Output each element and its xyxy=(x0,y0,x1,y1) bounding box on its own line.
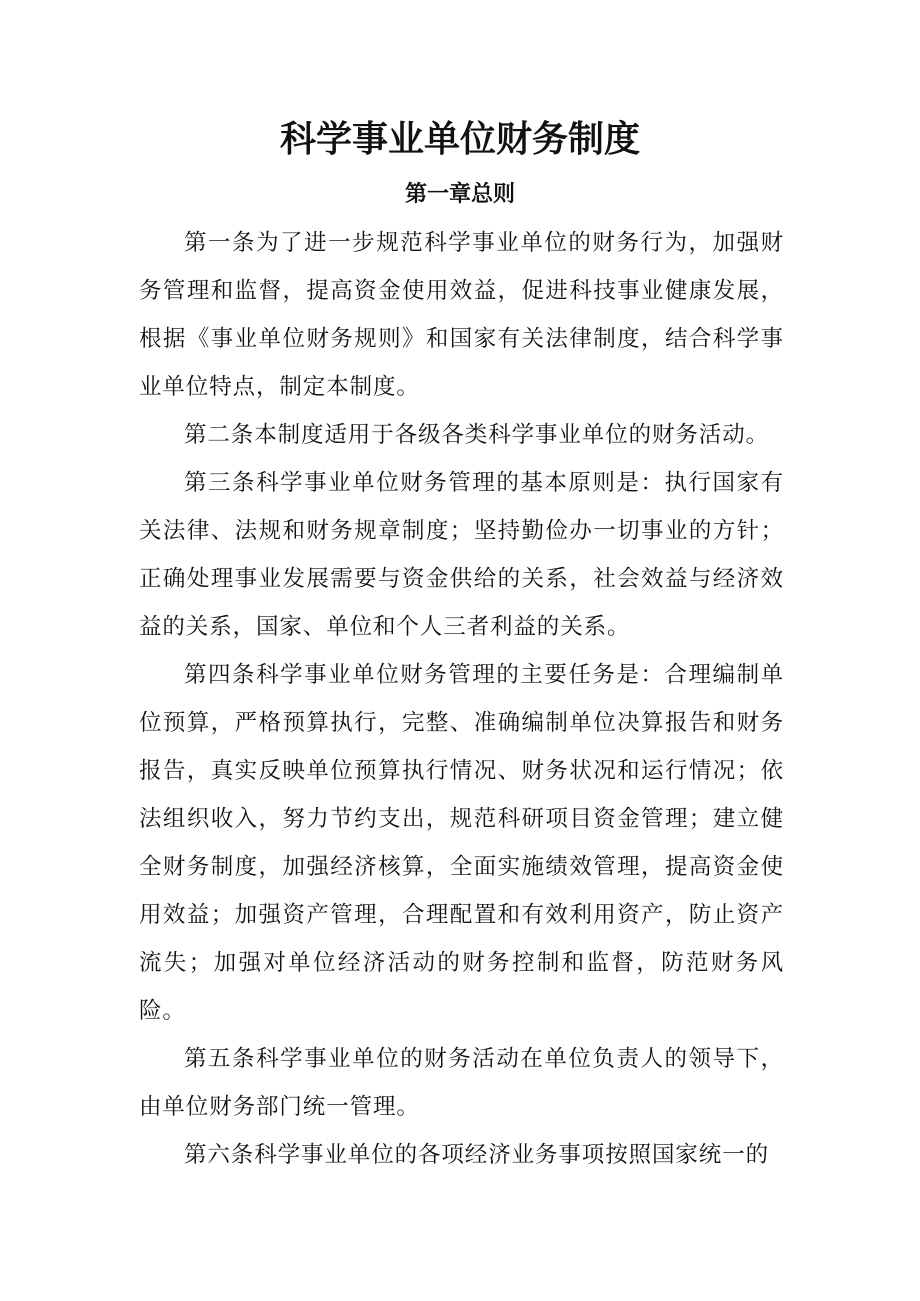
article-5 xyxy=(139,1035,784,1131)
article-text: 科学事业单位财务管理的主要任务是：合理编制单位预算，严格预算执行，完整、准确编制单位决算报告和财务报告，真实反映单位预算执行情况、财务状况和运行情况；依法组织收入，努力节约支出，规范科研项目资金管理；建立健全财务制度，加强经济核算，全面实施绩效管理，提高资金使用效益；加强资产管理，合理配置和有效利用资产，防止资产流失；加强对单位经济活动的财务控制和监督，防范财务风险。 xyxy=(139,662,784,1024)
article-label: 第一条 xyxy=(184,230,257,256)
document-body xyxy=(139,219,784,1179)
article-label: 第三条 xyxy=(184,470,257,496)
article-text: 科学事业单位财务管理的基本原则是：执行国家有关法律、法规和财务规章制度；坚持勤俭办一切事业的方针；正确处理事业发展需要与资金供给的关系，社会效益与经济效益的关系，国家、单位和个人三者利益的关系。 xyxy=(139,470,784,640)
article-text: 科学事业单位的财务活动在单位负责人的领导下，由单位财务部门统一管理。 xyxy=(139,1046,784,1120)
article-label: 第四条 xyxy=(184,662,257,688)
article-2 xyxy=(139,411,784,459)
article-3 xyxy=(139,459,784,651)
article-label: 第五条 xyxy=(184,1046,257,1072)
article-text: 为了进一步规范科学事业单位的财务行为，加强财务管理和监督，提高资金使用效益，促进科技事业健康发展，根据《事业单位财务规则》和国家有关法律制度，结合科学事业单位特点，制定本制度。 xyxy=(139,230,784,400)
article-text: 科学事业单位的各项经济业务事项按照国家统一的 xyxy=(254,1142,770,1168)
chapter-title: 第一章总则 xyxy=(404,181,515,207)
article-label: 第六条 xyxy=(184,1142,255,1168)
article-1 xyxy=(139,219,784,411)
article-4 xyxy=(139,651,784,1035)
article-6 xyxy=(139,1131,784,1179)
document-title: 科学事业单位财务制度 xyxy=(279,119,640,160)
article-label: 第二条 xyxy=(184,422,255,448)
article-text: 本制度适用于各级各类科学事业单位的财务活动。 xyxy=(254,422,770,448)
